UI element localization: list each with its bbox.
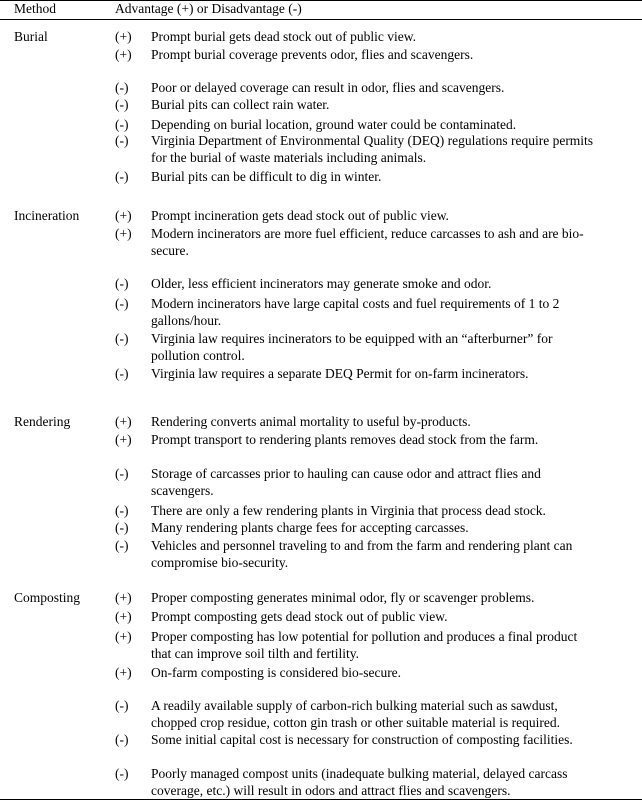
table-top-rule — [0, 0, 642, 1]
method-label: Burial — [14, 29, 48, 44]
entry-text: Many rendering plants charge fees for accepting carcasses. — [151, 520, 469, 535]
disadvantage-marker: (-) — [115, 97, 129, 112]
entry-text: Prompt burial coverage prevents odor, flies and scavengers. — [151, 47, 474, 62]
disadvantage-marker: (-) — [115, 520, 129, 535]
disadvantage-marker: (-) — [115, 538, 129, 553]
header-rule — [0, 19, 642, 20]
disadvantage-marker: (-) — [115, 766, 129, 781]
entry-text: compromise bio-security. — [151, 555, 289, 570]
entry-text: Proper composting has low potential for pollution and produces a final product — [151, 629, 578, 644]
entry-text: Virginia law requires a separate DEQ Permit for on-farm incinerators. — [151, 366, 529, 381]
entry-text: Burial pits can be difficult to dig in winter. — [151, 169, 382, 184]
disadvantage-marker: (-) — [115, 331, 129, 346]
disadvantage-marker: (-) — [115, 503, 129, 518]
entry-text: Some initial capital cost is necessary for construction of composting facilities. — [151, 732, 573, 747]
entry-text: Vehicles and personnel traveling to and from the farm and rendering plant can — [151, 538, 573, 553]
entry-text: Prompt burial gets dead stock out of public view. — [151, 29, 416, 44]
disadvantage-marker: (-) — [115, 133, 129, 148]
entry-text: Older, less efficient incinerators may generate smoke and odor. — [151, 276, 492, 291]
entry-text: Rendering converts animal mortality to useful by-products. — [151, 414, 471, 429]
disadvantage-marker: (-) — [115, 366, 129, 381]
entry-text: Prompt incineration gets dead stock out of public view. — [151, 208, 449, 223]
advantage-marker: (+) — [115, 29, 132, 44]
table-bottom-rule — [0, 799, 642, 800]
disadvantage-marker: (-) — [115, 80, 129, 95]
method-label: Composting — [14, 590, 81, 605]
entry-text: Modern incinerators have large capital costs and fuel requirements of 1 to 2 — [151, 296, 560, 311]
entry-text: Proper composting generates minimal odor, fly or scavenger problems. — [151, 590, 535, 605]
entry-text: Virginia law requires incinerators to be equipped with an “afterburner” for — [151, 331, 553, 346]
advantage-marker: (+) — [115, 414, 132, 429]
entry-text: Burial pits can collect rain water. — [151, 97, 330, 112]
entry-text: Virginia Department of Environmental Quality (DEQ) regulations require permits — [151, 133, 594, 148]
entry-text: Poorly managed compost units (inadequate bulking material, delayed carcass — [151, 766, 568, 781]
header-method: Method — [14, 1, 56, 16]
disadvantage-marker: (-) — [115, 698, 129, 713]
advantage-marker: (+) — [115, 590, 132, 605]
entry-text: chopped crop residue, cotton gin trash or other suitable material is required. — [151, 715, 560, 730]
entry-text: for the burial of waste materials including animals. — [151, 150, 427, 165]
entry-text: coverage, etc.) will result in odors and attract flies and scavengers. — [151, 783, 511, 798]
entry-text: A readily available supply of carbon-rich bulking material such as sawdust, — [151, 698, 558, 713]
disadvantage-marker: (-) — [115, 276, 129, 291]
entry-text: secure. — [151, 243, 189, 258]
method-label: Rendering — [14, 414, 71, 429]
advantage-marker: (+) — [115, 609, 132, 624]
advantage-marker: (+) — [115, 47, 132, 62]
entry-text: Prompt composting gets dead stock out of public view. — [151, 609, 448, 624]
advantage-marker: (+) — [115, 432, 132, 447]
entry-text: Depending on burial location, ground water could be contaminated. — [151, 117, 517, 132]
entry-text: Prompt transport to rendering plants removes dead stock from the farm. — [151, 432, 539, 447]
entry-text: On-farm composting is considered bio-secure. — [151, 665, 402, 680]
disadvantage-marker: (-) — [115, 117, 129, 132]
entry-text: pollution control. — [151, 348, 245, 363]
disadvantage-marker: (-) — [115, 296, 129, 311]
entry-text: Poor or delayed coverage can result in odor, flies and scavengers. — [151, 80, 505, 95]
entry-text: Storage of carcasses prior to hauling can cause odor and attract flies and — [151, 466, 541, 481]
advantage-marker: (+) — [115, 208, 132, 223]
advantage-marker: (+) — [115, 629, 132, 644]
disadvantage-marker: (-) — [115, 169, 129, 184]
entry-text: that can improve soil tilth and fertility. — [151, 646, 359, 661]
disadvantage-marker: (-) — [115, 466, 129, 481]
entry-text: gallons/hour. — [151, 313, 222, 328]
advantage-marker: (+) — [115, 665, 132, 680]
entry-text: Modern incinerators are more fuel efficient, reduce carcasses to ash and are bio- — [151, 226, 584, 241]
header-effect: Advantage (+) or Disadvantage (-) — [115, 1, 302, 16]
method-label: Incineration — [14, 208, 80, 223]
advantage-marker: (+) — [115, 226, 132, 241]
entry-text: scavengers. — [151, 483, 214, 498]
entry-text: There are only a few rendering plants in Virginia that process dead stock. — [151, 503, 546, 518]
disadvantage-marker: (-) — [115, 732, 129, 747]
